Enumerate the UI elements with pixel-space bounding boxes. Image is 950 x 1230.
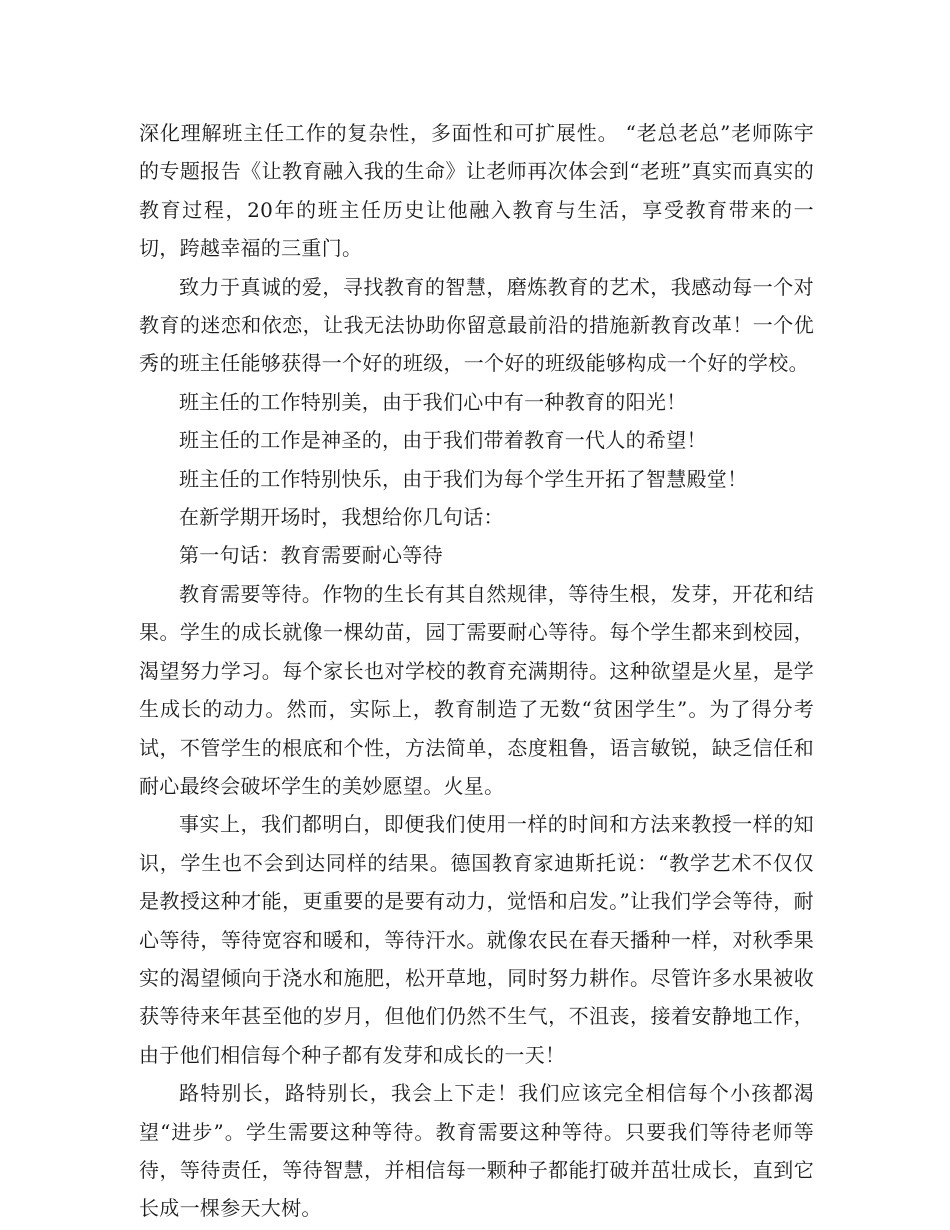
paragraph-7: 教育需要等待。作物的生长有其自然规律，等待生根，发芽，开花和结果。学生的成长就像一棵幼苗，园丁需要耐心等待。每个学生都来到校园，渴望努力学习。每个家长也对学校的教育充满期待。这种欲望是火星，是学生成长的动力。然而，实际上，教育制造了无数“贫困学生”。为了得分考试，不管学生的根底和个性，方法简单，态度粗鲁，语言敏锐，缺乏信任和耐心最终会破坏学生的美妙愿望。火星。 bbox=[139, 581, 814, 798]
paragraph-1: 深化理解班主任工作的复杂性，多面性和可扩展性。 “老总老总”老师陈宇的专题报告《让教育融入我的生命》让老师再次体会到“老班”真实而真实的教育过程，20年的班主任历史让他融入教育与生活，享受教育带来的一切，跨越幸福的三重门。 bbox=[139, 121, 814, 261]
paragraph-8: 事实上，我们都明白，即便我们使用一样的时间和方法来教授一样的知识，学生也不会到达同样的结果。德国教育家迪斯托说：“教学艺术不仅仅是教授这种才能，更重要的是要有动力，觉悟和启发。”让我们学会等待，耐心等待，等待宽容和暖和，等待汗水。就像农民在春天播种一样，对秋季果实的渴望倾向于浇水和施肥，松开草地，同时努力耕作。尽管许多水果被收获等待来年甚至他的岁月，但他们仍然不生气，不沮丧，接着安静地工作，由于他们相信每个种子都有发芽和成长的一天！ bbox=[139, 812, 814, 1067]
paragraph-5: 班主任的工作特别快乐，由于我们为每个学生开拓了智慧殿堂！ bbox=[179, 466, 748, 491]
paragraph-3: 班主任的工作特别美，由于我们心中有一种教育的阳光！ bbox=[179, 389, 687, 414]
paragraph-4: 班主任的工作是神圣的，由于我们带着教育一代人的希望！ bbox=[179, 428, 707, 453]
section-heading: 第一句话：教育需要耐心等待 bbox=[179, 543, 443, 568]
paragraph-9: 路特别长，路特别长，我会上下走！我们应该完全相信每个小孩都渴望“进步”。学生需要这种等待。教育需要这种等待。只要我们等待老师等待，等待责任，等待智慧，并相信每一颗种子都能打破并茁壮成长，直到它长成一棵参天大树。 bbox=[139, 1081, 814, 1221]
document-body bbox=[139, 114, 814, 1228]
paragraph-2: 致力于真诚的爱，寻找教育的智慧，磨炼教育的艺术，我感动每一个对教育的迷恋和依恋，让我无法协助你留意最前沿的措施新教育改革！一个优秀的班主任能够获得一个好的班级，一个好的班级能够构成一个好的学校。 bbox=[139, 274, 814, 376]
paragraph-6: 在新学期开场时，我想给你几句话： bbox=[179, 505, 504, 530]
